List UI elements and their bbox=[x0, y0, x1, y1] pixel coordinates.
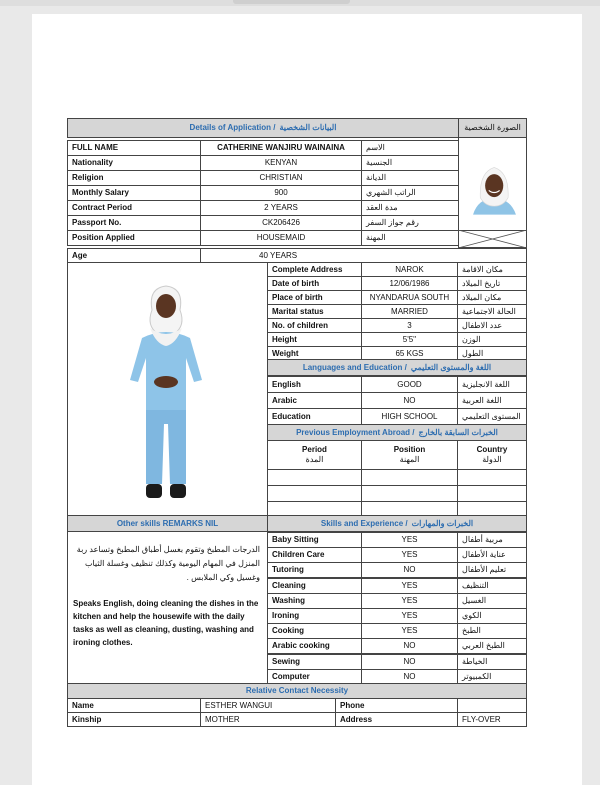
remarks-english: Speaks English, doing cleaning the dishes in the kitchen and help the housewife with the daily tasks as well as cleaning, dusting, washing and ironing clothes. bbox=[73, 599, 259, 647]
skill-label: Washing bbox=[267, 593, 362, 609]
country-header bbox=[457, 440, 527, 470]
personal-label: Religion bbox=[67, 170, 201, 186]
photo-placeholder-box bbox=[458, 230, 527, 248]
personal-label: Nationality bbox=[67, 155, 201, 171]
detail-label-ar: مكان الاقامة bbox=[457, 262, 527, 277]
skill-value: NO bbox=[361, 669, 458, 685]
language-label: Arabic bbox=[267, 392, 362, 409]
skill-value: NO bbox=[361, 638, 458, 654]
employment-title-ar: الخبرات السابقة بالخارج bbox=[418, 427, 498, 437]
position-label-en: Position bbox=[393, 445, 426, 454]
languages-header bbox=[267, 359, 527, 376]
personal-label-ar: مدة العقد bbox=[361, 200, 459, 216]
skill-label: Baby Sitting bbox=[267, 532, 362, 548]
period-label-ar: المدة bbox=[305, 455, 324, 464]
detail-label: Place of birth bbox=[267, 290, 362, 305]
detail-label: Weight bbox=[267, 346, 362, 361]
detail-label: Marital status bbox=[267, 304, 362, 319]
application-header bbox=[67, 118, 459, 138]
scroll-tab[interactable] bbox=[233, 0, 350, 4]
detail-label-ar: الحالة الاجتماعية bbox=[457, 304, 527, 319]
language-label: Education bbox=[267, 408, 362, 425]
position-label-ar: المهنة bbox=[399, 455, 420, 464]
skill-value: YES bbox=[361, 578, 458, 594]
skill-label: Cleaning bbox=[267, 578, 362, 594]
skill-label: Sewing bbox=[267, 654, 362, 670]
detail-value: 65 KGS bbox=[361, 346, 458, 361]
personal-label-ar: الراتب الشهري bbox=[361, 185, 459, 201]
skill-label: Cooking bbox=[267, 623, 362, 639]
languages-title-ar: اللغة والمستوى التعليمي bbox=[410, 362, 492, 372]
personal-value: 900 bbox=[200, 185, 362, 201]
skill-label-ar: الطبخ العربي bbox=[457, 638, 527, 654]
language-value: GOOD bbox=[361, 376, 458, 393]
detail-value: 12/06/1986 bbox=[361, 276, 458, 291]
personal-label-ar: الجنسية bbox=[361, 155, 459, 171]
contact-address-label: Address bbox=[335, 712, 458, 727]
position-header bbox=[361, 440, 458, 470]
skill-value: YES bbox=[361, 608, 458, 624]
skill-value: YES bbox=[361, 532, 458, 548]
photo-label bbox=[458, 118, 527, 138]
personal-value: HOUSEMAID bbox=[200, 230, 362, 246]
country-label-en: Country bbox=[476, 445, 508, 454]
personal-label-ar: الديانة bbox=[361, 170, 459, 186]
skill-label-ar: الكمبيوتر bbox=[457, 669, 527, 685]
personal-value: KENYAN bbox=[200, 155, 362, 171]
detail-value: MARRIED bbox=[361, 304, 458, 319]
skill-label-ar: الطبخ bbox=[457, 623, 527, 639]
language-value: HIGH SCHOOL bbox=[361, 408, 458, 425]
skill-value: YES bbox=[361, 547, 458, 563]
language-label-ar: المستوى التعليمي bbox=[457, 408, 527, 425]
skills-title-ar: الخبرات والمهارات bbox=[411, 518, 474, 528]
detail-label-ar: الوزن bbox=[457, 332, 527, 347]
language-value: NO bbox=[361, 392, 458, 409]
personal-label-ar: المهنة bbox=[361, 230, 459, 246]
personal-value: CK206426 bbox=[200, 215, 362, 231]
application-title-en: Details of Application / bbox=[189, 123, 276, 132]
detail-label: Date of birth bbox=[267, 276, 362, 291]
contact-name-label: Name bbox=[67, 698, 201, 713]
skill-label-ar: الكوي bbox=[457, 608, 527, 624]
personal-label-ar: الاسم bbox=[361, 140, 459, 156]
personal-label: Position Applied bbox=[67, 230, 201, 246]
skill-value: NO bbox=[361, 562, 458, 578]
detail-value: 5'5'' bbox=[361, 332, 458, 347]
contact-phone-label: Phone bbox=[335, 698, 458, 713]
personal-value: 2 YEARS bbox=[200, 200, 362, 216]
contact-name-value: ESTHER WANGUI bbox=[200, 698, 336, 713]
personal-label: Monthly Salary bbox=[67, 185, 201, 201]
language-label: English bbox=[267, 376, 362, 393]
skill-label: Computer bbox=[267, 669, 362, 685]
contact-phone-value bbox=[457, 698, 527, 713]
skills-header bbox=[267, 515, 527, 532]
personal-label: Passport No. bbox=[67, 215, 201, 231]
personal-label-ar: رقم جواز السفر bbox=[361, 215, 459, 231]
personal-value: CHRISTIAN bbox=[200, 170, 362, 186]
skill-value: YES bbox=[361, 623, 458, 639]
remarks-arabic: الدرجات المطبخ وتقوم بغسل أطباق المطبخ وتساعد ربة المنزل في المهام اليومية وكذلك تنظيف وغسلة الثياب وغسيل وكي الملابس . bbox=[76, 545, 260, 582]
skill-label-ar: الخياطة bbox=[457, 654, 527, 670]
age-label: Age bbox=[67, 248, 201, 263]
application-title-ar: البيانات الشخصية bbox=[279, 123, 337, 132]
skill-label: Tutoring bbox=[267, 562, 362, 578]
employment-header bbox=[267, 424, 527, 441]
skill-value: YES bbox=[361, 593, 458, 609]
skill-label-ar: الغسيل bbox=[457, 593, 527, 609]
detail-label: No. of children bbox=[267, 318, 362, 333]
period-label-en: Period bbox=[302, 445, 327, 454]
language-label-ar: اللغة الانجليزية bbox=[457, 376, 527, 393]
contact-header bbox=[67, 683, 527, 699]
skill-label: Ironing bbox=[267, 608, 362, 624]
country-label-ar: الدولة bbox=[482, 455, 502, 464]
personal-label: FULL NAME bbox=[67, 140, 201, 156]
detail-label-ar: الطول bbox=[457, 346, 527, 361]
detail-value: 3 bbox=[361, 318, 458, 333]
skill-value: NO bbox=[361, 654, 458, 670]
skill-label-ar: مربية أطفال bbox=[457, 532, 527, 548]
contact-title: Relative Contact Necessity bbox=[245, 686, 349, 695]
skill-label: Children Care bbox=[267, 547, 362, 563]
period-header bbox=[267, 440, 362, 470]
detail-value: NYANDARUA SOUTH bbox=[361, 290, 458, 305]
employment-position-cell bbox=[361, 485, 458, 502]
personal-value: CATHERINE WANJIRU WAINAINA bbox=[200, 140, 362, 156]
employment-title-en: Previous Employment Abroad / bbox=[296, 427, 415, 437]
detail-label: Complete Address bbox=[267, 262, 362, 277]
language-label-ar: اللغة العربية bbox=[457, 392, 527, 409]
age-value: 40 YEARS bbox=[200, 248, 527, 263]
detail-label: Height bbox=[267, 332, 362, 347]
skill-label-ar: عناية الأطفال bbox=[457, 547, 527, 563]
personal-label: Contract Period bbox=[67, 200, 201, 216]
skill-label-ar: تعليم الأطفال bbox=[457, 562, 527, 578]
detail-label-ar: مكان الميلاد bbox=[457, 290, 527, 305]
contact-kinship-value: MOTHER bbox=[200, 712, 336, 727]
skill-label: Arabic cooking bbox=[267, 638, 362, 654]
employment-country-cell bbox=[457, 485, 527, 502]
skills-title-en: Skills and Experience / bbox=[320, 518, 408, 528]
other-skills-title: Other skills REMARKS NIL bbox=[116, 518, 219, 528]
detail-label-ar: تاريخ الميلاد bbox=[457, 276, 527, 291]
other-skills-header bbox=[67, 515, 268, 532]
cross-lines-icon bbox=[458, 230, 527, 248]
contact-kinship-label: Kinship bbox=[67, 712, 201, 727]
photo-label-ar: الصورة الشخصية bbox=[464, 123, 521, 132]
full-body-photo bbox=[124, 282, 208, 504]
headshot-photo bbox=[467, 146, 522, 230]
contact-address-value: FLY-OVER bbox=[457, 712, 527, 727]
employment-country-cell bbox=[457, 469, 527, 486]
languages-title-en: Languages and Education / bbox=[302, 362, 407, 372]
detail-value: NAROK bbox=[361, 262, 458, 277]
employment-period-cell bbox=[267, 469, 362, 486]
employment-position-cell bbox=[361, 469, 458, 486]
skill-label-ar: التنظيف bbox=[457, 578, 527, 594]
employment-period-cell bbox=[267, 485, 362, 502]
detail-label-ar: عدد الاطفال bbox=[457, 318, 527, 333]
